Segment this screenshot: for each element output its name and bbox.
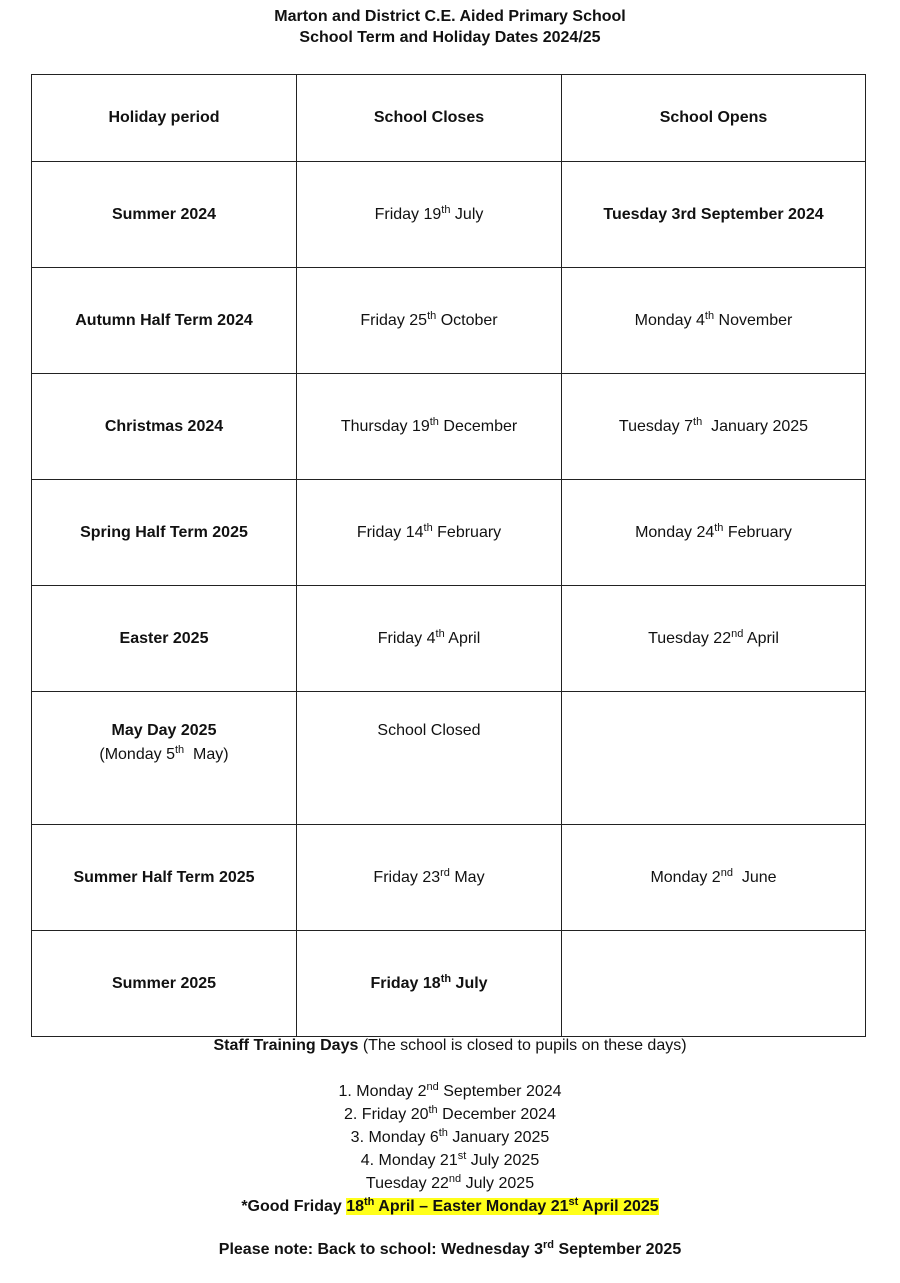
term-dates-table bbox=[31, 74, 866, 1037]
holiday-period-cell: Summer 2025 bbox=[32, 931, 297, 1037]
good-friday-notice: *Good Friday 18th April – Easter Monday 21st April 2025 bbox=[241, 1196, 659, 1215]
school-opens-cell: Tuesday 7th January 2025 bbox=[562, 374, 866, 480]
document-header bbox=[0, 6, 900, 48]
training-day-item: 3. Monday 6th January 2025 bbox=[350, 1127, 550, 1146]
school-closes-cell: Friday 25th October bbox=[297, 268, 562, 374]
holiday-period-cell bbox=[32, 692, 297, 825]
table-row bbox=[32, 374, 866, 480]
staff-training-heading: Staff Training Days (The school is closed to pupils on these days) bbox=[213, 1037, 687, 1054]
holiday-period-cell: Summer Half Term 2025 bbox=[32, 825, 297, 931]
column-header-school-closes: School Closes bbox=[297, 75, 562, 162]
school-opens-cell: Tuesday 22nd April bbox=[562, 586, 866, 692]
holiday-period-note: (Monday 5th May) bbox=[99, 744, 229, 763]
school-opens-cell: Monday 2nd June bbox=[562, 825, 866, 931]
holiday-period-cell: Spring Half Term 2025 bbox=[32, 480, 297, 586]
table-row bbox=[32, 586, 866, 692]
training-day-item: Tuesday 22nd July 2025 bbox=[365, 1173, 535, 1192]
table-row bbox=[32, 162, 866, 268]
school-closes-cell: School Closed bbox=[297, 692, 562, 825]
school-opens-cell: Monday 4th November bbox=[562, 268, 866, 374]
holiday-period-cell: Christmas 2024 bbox=[32, 374, 297, 480]
training-day-item: 1. Monday 2nd September 2024 bbox=[338, 1081, 562, 1100]
document-title: School Term and Holiday Dates 2024/25 bbox=[299, 29, 601, 46]
school-closes-cell: Friday 19th July bbox=[297, 162, 562, 268]
table-row bbox=[32, 825, 866, 931]
training-day-item: 2. Friday 20th December 2024 bbox=[344, 1104, 556, 1123]
table-row bbox=[32, 692, 866, 825]
training-day-item: 4. Monday 21st July 2025 bbox=[360, 1150, 540, 1169]
table-row bbox=[32, 931, 866, 1037]
school-opens-cell bbox=[562, 931, 866, 1037]
holiday-period-cell: Easter 2025 bbox=[32, 586, 297, 692]
column-header-holiday-period: Holiday period bbox=[32, 75, 297, 162]
school-opens-cell: Tuesday 3rd September 2024 bbox=[562, 162, 866, 268]
holiday-period-cell: Summer 2024 bbox=[32, 162, 297, 268]
back-to-school-note: Please note: Back to school: Wednesday 3rd September 2025 bbox=[218, 1239, 682, 1258]
table-row bbox=[32, 480, 866, 586]
table-row bbox=[32, 268, 866, 374]
table-header-row bbox=[32, 75, 866, 162]
column-header-school-opens: School Opens bbox=[562, 75, 866, 162]
school-name: Marton and District C.E. Aided Primary School bbox=[274, 8, 626, 25]
highlighted-dates: 18th April – Easter Monday 21st April 2025 bbox=[346, 1196, 659, 1215]
school-closes-cell: Friday 14th February bbox=[297, 480, 562, 586]
staff-training-section bbox=[0, 1034, 900, 1218]
school-opens-cell bbox=[562, 692, 866, 825]
school-closes-cell: Friday 4th April bbox=[297, 586, 562, 692]
school-closes-cell: Friday 23rd May bbox=[297, 825, 562, 931]
school-closes-cell: Friday 18th July bbox=[297, 931, 562, 1037]
holiday-period-label: May Day 2025 bbox=[111, 722, 217, 739]
school-closes-cell: Thursday 19th December bbox=[297, 374, 562, 480]
school-opens-cell: Monday 24th February bbox=[562, 480, 866, 586]
holiday-period-cell: Autumn Half Term 2024 bbox=[32, 268, 297, 374]
